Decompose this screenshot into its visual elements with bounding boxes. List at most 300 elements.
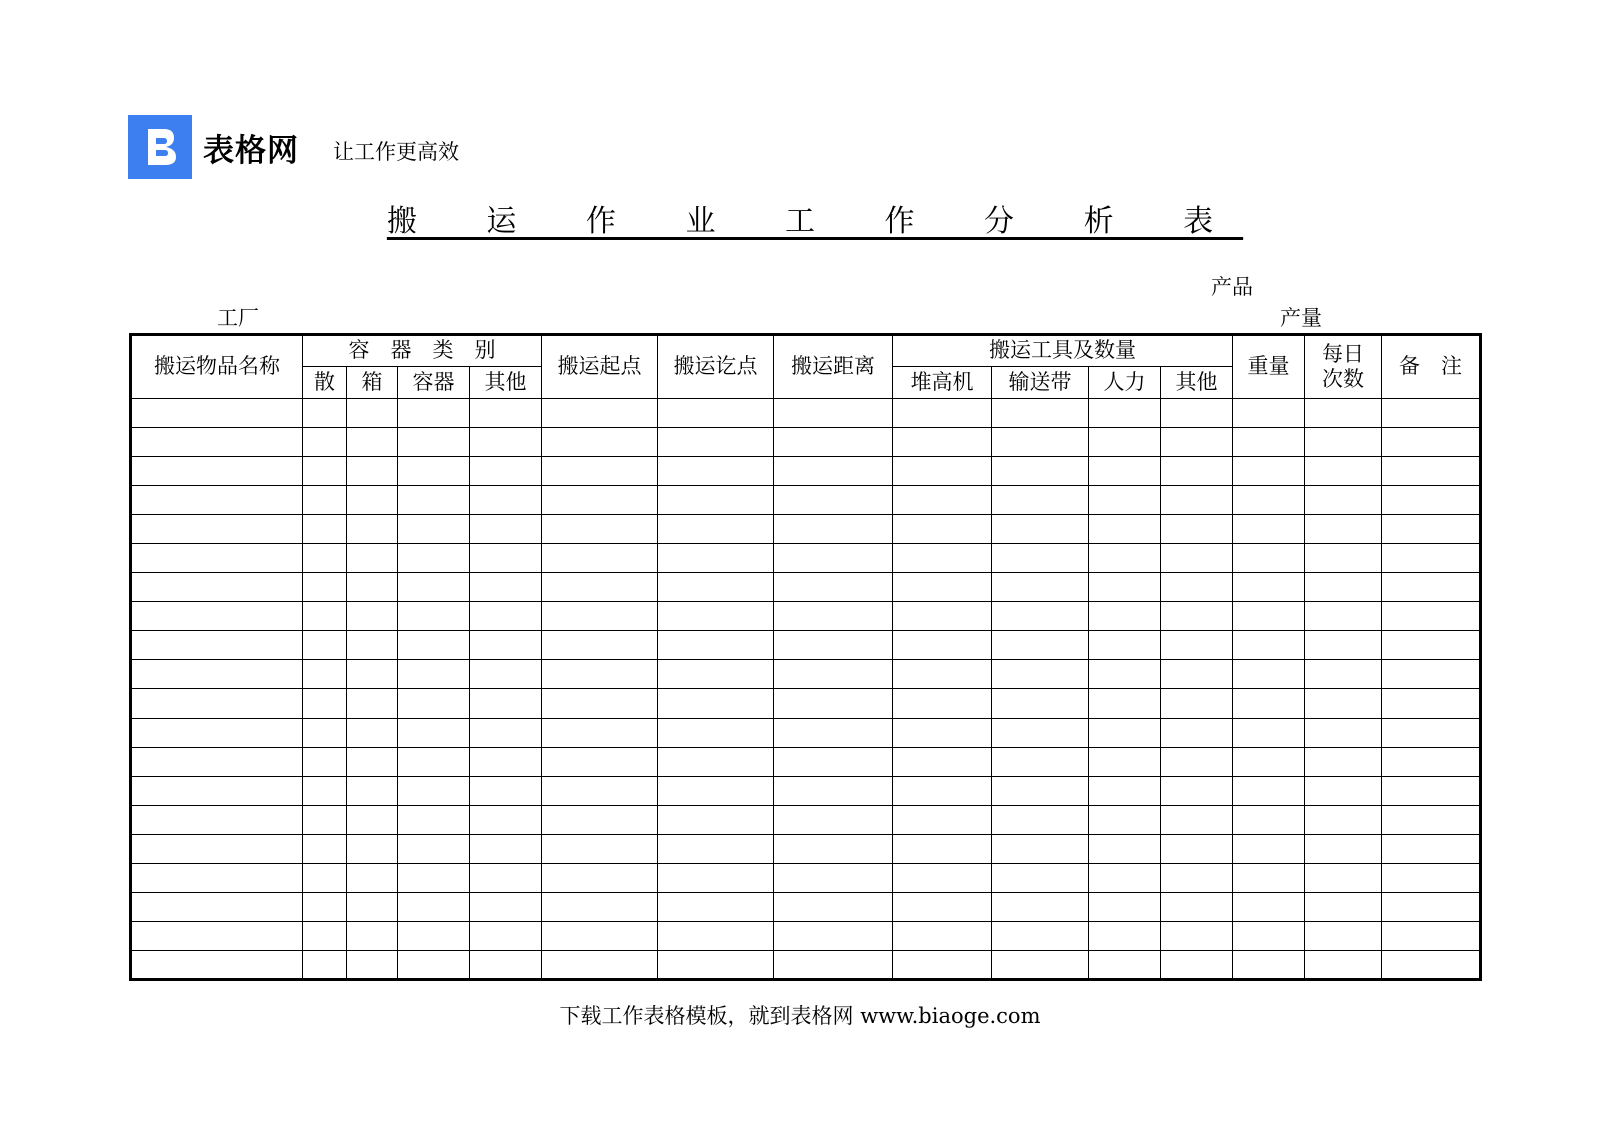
table-cell[interactable] [893, 892, 992, 921]
table-cell[interactable] [992, 805, 1089, 834]
table-cell[interactable] [542, 863, 658, 892]
table-cell[interactable] [1233, 950, 1305, 979]
table-cell[interactable] [398, 399, 470, 428]
table-cell[interactable] [398, 457, 470, 486]
table-cell[interactable] [774, 573, 893, 602]
table-cell[interactable] [1382, 515, 1481, 544]
table-cell[interactable] [131, 428, 303, 457]
table-cell[interactable] [1382, 747, 1481, 776]
table-cell[interactable] [1161, 718, 1233, 747]
table-cell[interactable] [774, 515, 893, 544]
table-cell[interactable] [1161, 950, 1233, 979]
table-cell[interactable] [131, 399, 303, 428]
table-cell[interactable] [1382, 834, 1481, 863]
table-cell[interactable] [347, 776, 398, 805]
table-cell[interactable] [1305, 863, 1382, 892]
table-cell[interactable] [774, 457, 893, 486]
table-cell[interactable] [1233, 834, 1305, 863]
table-cell[interactable] [470, 631, 542, 660]
table-cell[interactable] [470, 834, 542, 863]
table-cell[interactable] [992, 689, 1089, 718]
table-cell[interactable] [1089, 892, 1161, 921]
table-cell[interactable] [398, 863, 470, 892]
table-cell[interactable] [1233, 428, 1305, 457]
table-cell[interactable] [303, 689, 347, 718]
table-cell[interactable] [1089, 428, 1161, 457]
table-cell[interactable] [470, 602, 542, 631]
table-cell[interactable] [1305, 573, 1382, 602]
table-cell[interactable] [1305, 718, 1382, 747]
table-cell[interactable] [658, 805, 774, 834]
table-cell[interactable] [1161, 544, 1233, 573]
table-cell[interactable] [658, 428, 774, 457]
table-cell[interactable] [893, 544, 992, 573]
table-cell[interactable] [992, 776, 1089, 805]
table-cell[interactable] [470, 399, 542, 428]
table-cell[interactable] [658, 718, 774, 747]
table-cell[interactable] [1161, 747, 1233, 776]
table-cell[interactable] [347, 863, 398, 892]
table-cell[interactable] [992, 486, 1089, 515]
table-cell[interactable] [303, 515, 347, 544]
table-cell[interactable] [1305, 834, 1382, 863]
table-cell[interactable] [1382, 457, 1481, 486]
table-cell[interactable] [658, 863, 774, 892]
table-cell[interactable] [774, 805, 893, 834]
table-cell[interactable] [1089, 776, 1161, 805]
table-cell[interactable] [131, 544, 303, 573]
table-cell[interactable] [131, 631, 303, 660]
table-cell[interactable] [1161, 602, 1233, 631]
table-cell[interactable] [1089, 689, 1161, 718]
table-cell[interactable] [1161, 660, 1233, 689]
table-cell[interactable] [893, 718, 992, 747]
table-cell[interactable] [658, 399, 774, 428]
table-cell[interactable] [1233, 776, 1305, 805]
table-cell[interactable] [542, 776, 658, 805]
table-cell[interactable] [1089, 631, 1161, 660]
table-cell[interactable] [1233, 486, 1305, 515]
table-cell[interactable] [1233, 631, 1305, 660]
table-cell[interactable] [1305, 660, 1382, 689]
table-cell[interactable] [1382, 486, 1481, 515]
table-cell[interactable] [774, 718, 893, 747]
table-cell[interactable] [1305, 747, 1382, 776]
table-cell[interactable] [893, 486, 992, 515]
table-cell[interactable] [347, 892, 398, 921]
table-cell[interactable] [774, 863, 893, 892]
table-cell[interactable] [893, 689, 992, 718]
table-cell[interactable] [542, 457, 658, 486]
table-cell[interactable] [1161, 399, 1233, 428]
table-cell[interactable] [303, 950, 347, 979]
table-cell[interactable] [658, 515, 774, 544]
table-cell[interactable] [347, 515, 398, 544]
table-cell[interactable] [542, 486, 658, 515]
table-cell[interactable] [470, 747, 542, 776]
table-cell[interactable] [347, 921, 398, 950]
table-cell[interactable] [893, 573, 992, 602]
table-cell[interactable] [1233, 689, 1305, 718]
table-cell[interactable] [542, 515, 658, 544]
table-cell[interactable] [893, 428, 992, 457]
table-cell[interactable] [774, 834, 893, 863]
table-cell[interactable] [774, 602, 893, 631]
table-cell[interactable] [1089, 515, 1161, 544]
table-cell[interactable] [303, 660, 347, 689]
table-cell[interactable] [893, 747, 992, 776]
table-cell[interactable] [1089, 747, 1161, 776]
table-cell[interactable] [1233, 544, 1305, 573]
table-cell[interactable] [1161, 486, 1233, 515]
table-cell[interactable] [658, 689, 774, 718]
table-cell[interactable] [470, 718, 542, 747]
table-cell[interactable] [303, 921, 347, 950]
table-cell[interactable] [1305, 805, 1382, 834]
table-cell[interactable] [658, 776, 774, 805]
table-cell[interactable] [1161, 892, 1233, 921]
table-cell[interactable] [398, 921, 470, 950]
table-cell[interactable] [992, 892, 1089, 921]
table-cell[interactable] [893, 834, 992, 863]
table-cell[interactable] [774, 747, 893, 776]
table-cell[interactable] [347, 631, 398, 660]
table-cell[interactable] [347, 747, 398, 776]
table-cell[interactable] [1161, 631, 1233, 660]
table-cell[interactable] [398, 834, 470, 863]
table-cell[interactable] [303, 892, 347, 921]
table-cell[interactable] [1305, 457, 1382, 486]
table-cell[interactable] [1161, 805, 1233, 834]
table-cell[interactable] [470, 660, 542, 689]
table-cell[interactable] [347, 602, 398, 631]
table-cell[interactable] [658, 834, 774, 863]
table-cell[interactable] [398, 689, 470, 718]
table-cell[interactable] [542, 950, 658, 979]
table-cell[interactable] [658, 660, 774, 689]
table-cell[interactable] [1382, 428, 1481, 457]
table-cell[interactable] [347, 834, 398, 863]
table-cell[interactable] [542, 834, 658, 863]
table-cell[interactable] [1233, 457, 1305, 486]
table-cell[interactable] [542, 718, 658, 747]
table-cell[interactable] [893, 776, 992, 805]
table-cell[interactable] [347, 718, 398, 747]
table-cell[interactable] [893, 660, 992, 689]
table-cell[interactable] [658, 950, 774, 979]
table-cell[interactable] [1161, 863, 1233, 892]
table-cell[interactable] [1089, 573, 1161, 602]
table-cell[interactable] [1233, 892, 1305, 921]
table-cell[interactable] [542, 689, 658, 718]
table-cell[interactable] [470, 892, 542, 921]
table-cell[interactable] [1382, 660, 1481, 689]
table-cell[interactable] [1382, 863, 1481, 892]
table-cell[interactable] [893, 631, 992, 660]
table-cell[interactable] [131, 805, 303, 834]
table-cell[interactable] [1089, 863, 1161, 892]
table-cell[interactable] [992, 718, 1089, 747]
table-cell[interactable] [470, 457, 542, 486]
table-cell[interactable] [347, 399, 398, 428]
table-cell[interactable] [303, 631, 347, 660]
table-cell[interactable] [1382, 689, 1481, 718]
table-cell[interactable] [893, 805, 992, 834]
table-cell[interactable] [1233, 399, 1305, 428]
table-cell[interactable] [1382, 399, 1481, 428]
table-cell[interactable] [542, 660, 658, 689]
table-cell[interactable] [303, 399, 347, 428]
table-cell[interactable] [131, 602, 303, 631]
table-cell[interactable] [303, 457, 347, 486]
table-cell[interactable] [1089, 805, 1161, 834]
table-cell[interactable] [131, 950, 303, 979]
table-cell[interactable] [470, 689, 542, 718]
table-cell[interactable] [131, 747, 303, 776]
table-cell[interactable] [398, 718, 470, 747]
table-cell[interactable] [398, 892, 470, 921]
table-cell[interactable] [347, 428, 398, 457]
table-cell[interactable] [131, 660, 303, 689]
table-cell[interactable] [1233, 602, 1305, 631]
table-cell[interactable] [398, 428, 470, 457]
table-cell[interactable] [398, 573, 470, 602]
table-cell[interactable] [893, 863, 992, 892]
table-cell[interactable] [470, 863, 542, 892]
table-cell[interactable] [774, 428, 893, 457]
table-cell[interactable] [774, 921, 893, 950]
table-cell[interactable] [774, 660, 893, 689]
table-cell[interactable] [1305, 399, 1382, 428]
table-cell[interactable] [1305, 486, 1382, 515]
table-cell[interactable] [303, 544, 347, 573]
table-cell[interactable] [1089, 457, 1161, 486]
table-cell[interactable] [992, 602, 1089, 631]
table-cell[interactable] [303, 776, 347, 805]
table-cell[interactable] [1161, 428, 1233, 457]
table-cell[interactable] [542, 602, 658, 631]
table-cell[interactable] [398, 602, 470, 631]
table-cell[interactable] [1305, 892, 1382, 921]
table-cell[interactable] [658, 457, 774, 486]
table-cell[interactable] [470, 486, 542, 515]
table-cell[interactable] [131, 486, 303, 515]
table-cell[interactable] [303, 602, 347, 631]
table-cell[interactable] [1382, 892, 1481, 921]
table-cell[interactable] [131, 718, 303, 747]
table-cell[interactable] [1089, 660, 1161, 689]
table-cell[interactable] [893, 921, 992, 950]
table-cell[interactable] [1305, 631, 1382, 660]
table-cell[interactable] [774, 776, 893, 805]
table-cell[interactable] [303, 718, 347, 747]
table-cell[interactable] [658, 544, 774, 573]
table-cell[interactable] [542, 747, 658, 776]
table-cell[interactable] [992, 834, 1089, 863]
table-cell[interactable] [398, 950, 470, 979]
table-cell[interactable] [347, 950, 398, 979]
table-cell[interactable] [1305, 428, 1382, 457]
table-cell[interactable] [658, 486, 774, 515]
table-cell[interactable] [398, 515, 470, 544]
table-cell[interactable] [542, 544, 658, 573]
table-cell[interactable] [398, 660, 470, 689]
table-cell[interactable] [303, 747, 347, 776]
table-cell[interactable] [1089, 399, 1161, 428]
table-cell[interactable] [131, 573, 303, 602]
table-cell[interactable] [470, 573, 542, 602]
table-cell[interactable] [1233, 718, 1305, 747]
table-cell[interactable] [542, 805, 658, 834]
table-cell[interactable] [1233, 573, 1305, 602]
table-cell[interactable] [1305, 602, 1382, 631]
table-cell[interactable] [1161, 921, 1233, 950]
table-cell[interactable] [1233, 921, 1305, 950]
table-cell[interactable] [131, 457, 303, 486]
table-cell[interactable] [347, 805, 398, 834]
table-cell[interactable] [992, 457, 1089, 486]
table-cell[interactable] [1305, 776, 1382, 805]
table-cell[interactable] [542, 631, 658, 660]
table-cell[interactable] [398, 631, 470, 660]
table-cell[interactable] [398, 776, 470, 805]
table-cell[interactable] [1382, 921, 1481, 950]
table-cell[interactable] [470, 950, 542, 979]
table-cell[interactable] [774, 950, 893, 979]
table-cell[interactable] [542, 921, 658, 950]
table-cell[interactable] [992, 515, 1089, 544]
table-cell[interactable] [893, 950, 992, 979]
table-cell[interactable] [658, 573, 774, 602]
table-cell[interactable] [658, 602, 774, 631]
table-cell[interactable] [893, 457, 992, 486]
table-cell[interactable] [542, 892, 658, 921]
table-cell[interactable] [992, 428, 1089, 457]
table-cell[interactable] [1382, 776, 1481, 805]
table-cell[interactable] [1305, 515, 1382, 544]
table-cell[interactable] [303, 834, 347, 863]
table-cell[interactable] [774, 631, 893, 660]
table-cell[interactable] [1382, 602, 1481, 631]
table-cell[interactable] [1305, 921, 1382, 950]
table-cell[interactable] [658, 747, 774, 776]
table-cell[interactable] [542, 573, 658, 602]
table-cell[interactable] [347, 573, 398, 602]
table-cell[interactable] [347, 486, 398, 515]
table-cell[interactable] [347, 660, 398, 689]
table-cell[interactable] [1089, 486, 1161, 515]
table-cell[interactable] [470, 776, 542, 805]
table-cell[interactable] [774, 399, 893, 428]
table-cell[interactable] [1382, 544, 1481, 573]
table-cell[interactable] [1233, 660, 1305, 689]
table-cell[interactable] [1089, 602, 1161, 631]
table-cell[interactable] [347, 689, 398, 718]
table-cell[interactable] [1382, 718, 1481, 747]
table-cell[interactable] [470, 921, 542, 950]
table-cell[interactable] [131, 834, 303, 863]
table-cell[interactable] [1233, 747, 1305, 776]
table-cell[interactable] [398, 544, 470, 573]
table-cell[interactable] [398, 805, 470, 834]
table-cell[interactable] [398, 486, 470, 515]
table-cell[interactable] [893, 399, 992, 428]
table-cell[interactable] [131, 515, 303, 544]
table-cell[interactable] [893, 515, 992, 544]
table-cell[interactable] [303, 486, 347, 515]
table-cell[interactable] [992, 863, 1089, 892]
table-cell[interactable] [774, 689, 893, 718]
table-cell[interactable] [893, 602, 992, 631]
table-cell[interactable] [992, 631, 1089, 660]
table-cell[interactable] [1089, 921, 1161, 950]
table-cell[interactable] [1161, 776, 1233, 805]
table-cell[interactable] [470, 544, 542, 573]
table-cell[interactable] [1089, 718, 1161, 747]
table-cell[interactable] [1161, 689, 1233, 718]
table-cell[interactable] [131, 689, 303, 718]
table-cell[interactable] [1089, 834, 1161, 863]
table-cell[interactable] [131, 863, 303, 892]
table-cell[interactable] [1382, 950, 1481, 979]
table-cell[interactable] [658, 921, 774, 950]
table-cell[interactable] [470, 428, 542, 457]
table-cell[interactable] [470, 805, 542, 834]
table-cell[interactable] [992, 573, 1089, 602]
table-cell[interactable] [1382, 573, 1481, 602]
table-cell[interactable] [131, 892, 303, 921]
table-cell[interactable] [1161, 515, 1233, 544]
table-cell[interactable] [1089, 544, 1161, 573]
table-cell[interactable] [992, 544, 1089, 573]
table-cell[interactable] [992, 399, 1089, 428]
table-cell[interactable] [1161, 573, 1233, 602]
table-cell[interactable] [347, 544, 398, 573]
table-cell[interactable] [774, 544, 893, 573]
table-cell[interactable] [398, 747, 470, 776]
table-cell[interactable] [1305, 950, 1382, 979]
table-cell[interactable] [992, 660, 1089, 689]
table-cell[interactable] [542, 399, 658, 428]
table-cell[interactable] [658, 631, 774, 660]
table-cell[interactable] [992, 921, 1089, 950]
table-cell[interactable] [774, 892, 893, 921]
table-cell[interactable] [131, 921, 303, 950]
table-cell[interactable] [1305, 689, 1382, 718]
table-cell[interactable] [131, 776, 303, 805]
table-cell[interactable] [1233, 863, 1305, 892]
table-cell[interactable] [303, 428, 347, 457]
table-cell[interactable] [992, 950, 1089, 979]
table-cell[interactable] [1305, 544, 1382, 573]
table-cell[interactable] [1161, 834, 1233, 863]
table-cell[interactable] [303, 573, 347, 602]
table-cell[interactable] [1233, 515, 1305, 544]
table-cell[interactable] [1382, 805, 1481, 834]
table-cell[interactable] [992, 747, 1089, 776]
table-cell[interactable] [303, 863, 347, 892]
table-cell[interactable] [542, 428, 658, 457]
table-cell[interactable] [1382, 631, 1481, 660]
table-cell[interactable] [303, 805, 347, 834]
table-cell[interactable] [347, 457, 398, 486]
table-cell[interactable] [1089, 950, 1161, 979]
table-cell[interactable] [658, 892, 774, 921]
table-cell[interactable] [470, 515, 542, 544]
table-cell[interactable] [1161, 457, 1233, 486]
table-cell[interactable] [774, 486, 893, 515]
table-cell[interactable] [1233, 805, 1305, 834]
